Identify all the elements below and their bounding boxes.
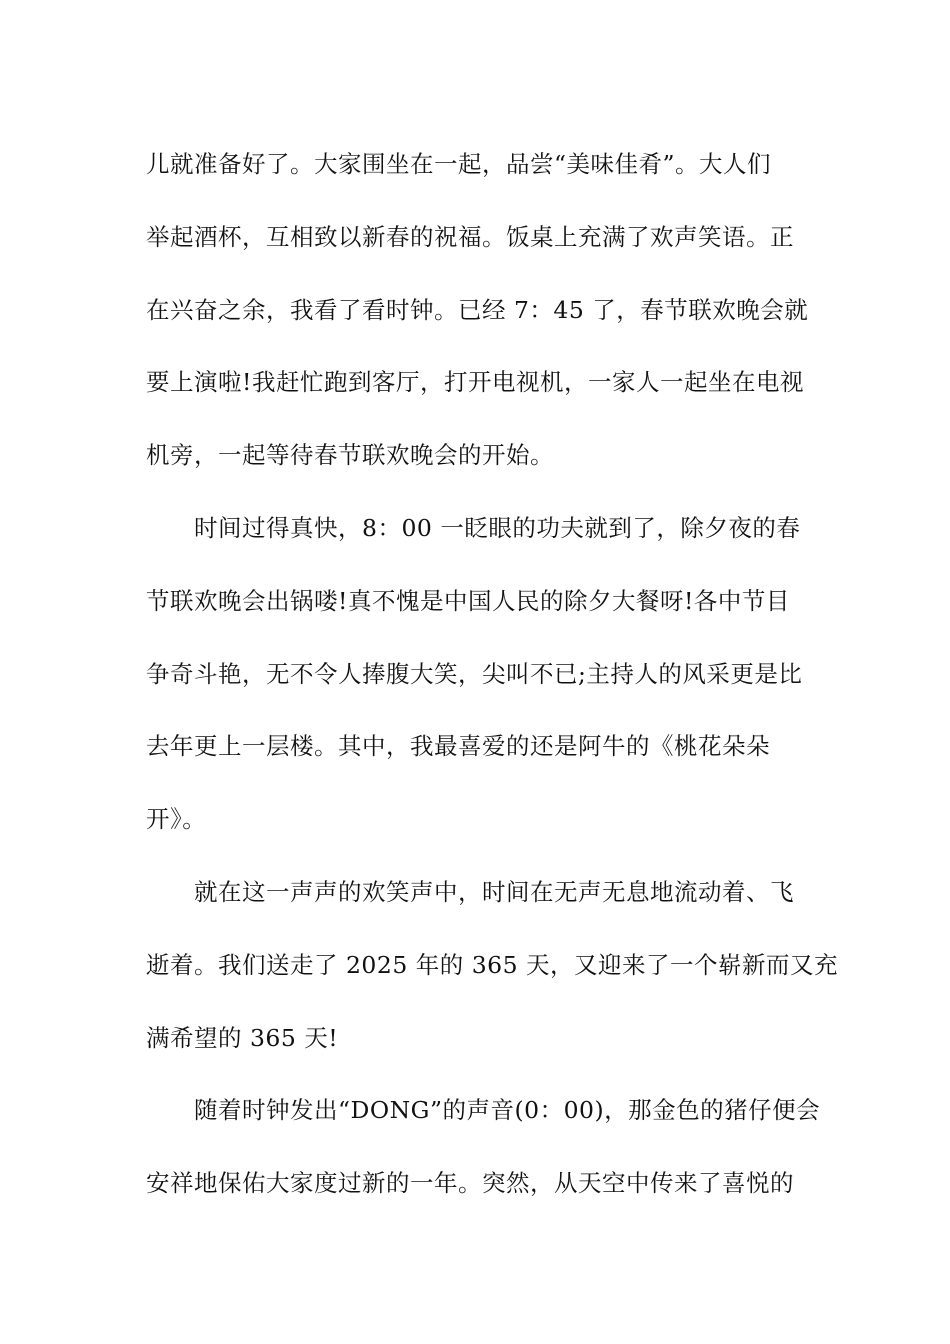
text-line: 节联欢晚会出锅喽!真不愧是中国人民的除夕大餐呀!各中节目	[146, 586, 790, 615]
text-line: 机旁，一起等待春节联欢晚会的开始。	[146, 441, 554, 470]
paragraph-first-line: 随着时钟发出“DONG”的声音(0：00)，那金色的猪仔便会	[194, 1096, 821, 1125]
paragraph-first-line: 就在这一声声的欢笑声中，时间在无声无息地流动着、飞	[194, 877, 794, 906]
text-line: 要上演啦!我赶忙跑到客厅，打开电视机，一家人一起坐在电视	[146, 368, 804, 397]
text-line: 安祥地保佑大家度过新的一年。突然，从天空中传来了喜悦的	[146, 1169, 794, 1198]
text-line: 儿就准备好了。大家围坐在一起，品尝“美味佳肴”。大人们	[146, 150, 772, 178]
text-line: 去年更上一层楼。其中，我最喜爱的还是阿牛的《桃花朵朵	[146, 732, 770, 761]
text-line: 举起酒杯，互相致以新春的祝福。饭桌上充满了欢声笑语。正	[146, 222, 794, 251]
body-text	[146, 128, 839, 1220]
text-line: 满希望的 365 天!	[146, 1023, 339, 1052]
text-line: 在兴奋之余，我看了看时钟。已经 7：45 了，春节联欢晚会就	[146, 295, 809, 324]
text-line: 争奇斗艳，无不令人捧腹大笑，尖叫不已;主持人的风采更是比	[146, 659, 803, 688]
text-line: 逝着。我们送走了 2025 年的 365 天，又迎来了一个崭新而又充	[146, 950, 839, 979]
paragraph-first-line: 时间过得真快，8：00 一眨眼的功夫就到了，除夕夜的春	[194, 513, 801, 542]
text-line: 开》。	[146, 805, 207, 834]
